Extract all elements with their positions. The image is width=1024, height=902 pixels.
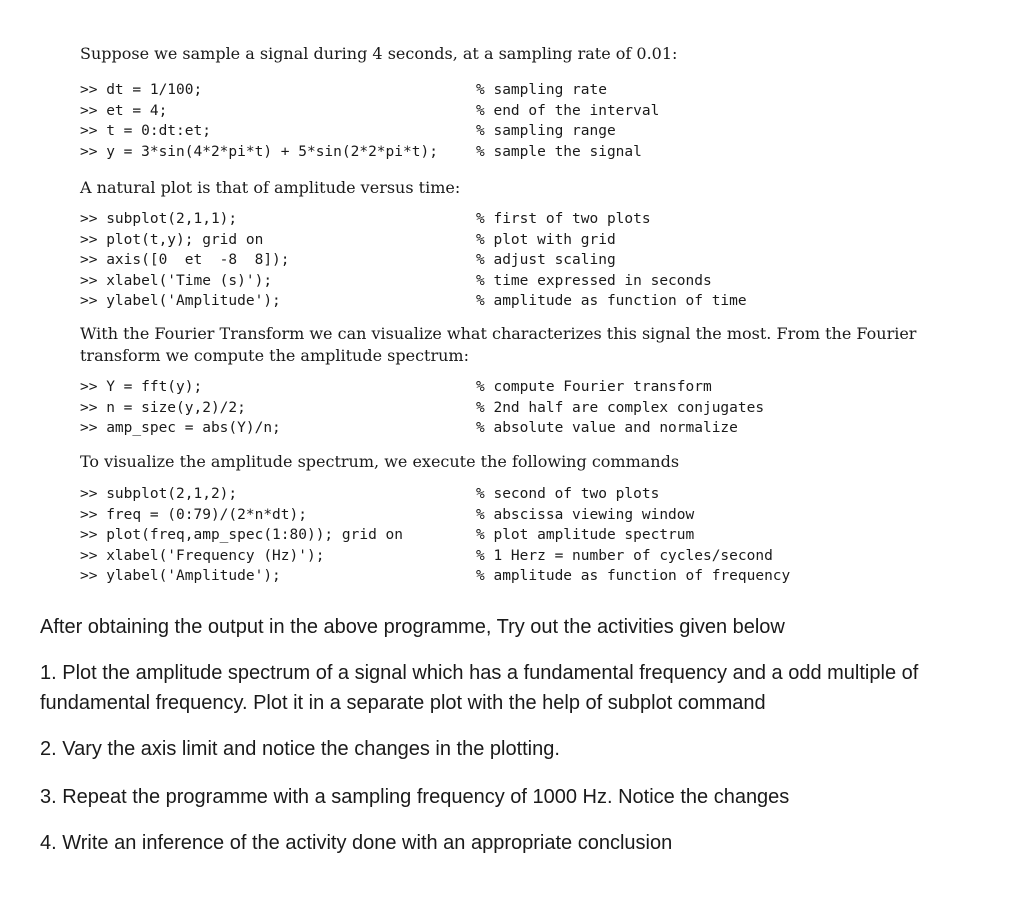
activity-item-2: 2. Vary the axis limit and notice the changes in the plotting. (40, 738, 560, 760)
intro-paragraph: Suppose we sample a signal during 4 seconds, at a sampling rate of 0.01: (80, 44, 678, 63)
code-command: >> ylabel('Amplitude'); (80, 293, 281, 309)
code-line (80, 80, 840, 101)
code-command: >> plot(freq,amp_spec(1:80)); grid on (80, 527, 404, 543)
code-command: >> amp_spec = abs(Y)/n; (80, 420, 281, 436)
code-command: >> freq = (0:79)/(2*n*dt); (80, 506, 307, 523)
code-comment: % amplitude as function of time (476, 293, 747, 309)
code-command: >> axis([0 et -8 8]); (80, 252, 290, 268)
code-command: >> plot(t,y); grid on (80, 231, 264, 248)
code-comment: % 1 Herz = number of cycles/second (476, 547, 773, 564)
activities-intro: After obtaining the output in the above programme, Try out the activities given below (40, 616, 785, 638)
plot-intro-paragraph: A natural plot is that of amplitude versus time: (80, 178, 461, 197)
code-line (80, 484, 840, 505)
activity-item-3: 3. Repeat the programme with a sampling frequency of 1000 Hz. Notice the changes (40, 786, 790, 808)
code-line (80, 398, 840, 419)
code-comment: % 2nd half are complex conjugates (476, 399, 765, 416)
code-command: >> xlabel('Frequency (Hz)'); (80, 547, 325, 564)
code-line (80, 546, 840, 567)
code-line (80, 418, 840, 439)
activity-item-4: 4. Write an inference of the activity done with an appropriate conclusion (40, 832, 673, 854)
code-comment: % plot with grid (476, 231, 616, 248)
code-block-2 (80, 209, 840, 312)
code-line (80, 566, 840, 587)
code-line (80, 525, 840, 546)
code-comment: % time expressed in seconds (476, 272, 712, 289)
code-comment: % second of two plots (476, 486, 660, 502)
code-comment: % first of two plots (476, 211, 651, 227)
code-comment: % plot amplitude spectrum (476, 527, 695, 543)
code-command: >> n = size(y,2)/2; (80, 399, 246, 416)
code-line (80, 505, 840, 526)
code-command: >> dt = 1/100; (80, 82, 203, 98)
code-comment: % adjust scaling (476, 252, 616, 268)
code-command: >> y = 3*sin(4*2*pi*t) + 5*sin(2*2*pi*t); (80, 143, 438, 160)
code-command: >> ylabel('Amplitude'); (80, 568, 281, 584)
code-comment: % absolute value and normalize (476, 420, 738, 436)
code-comment: % sampling rate (476, 82, 607, 98)
spectrum-paragraph: To visualize the amplitude spectrum, we execute the following commands (80, 452, 680, 471)
code-block-1 (80, 80, 840, 162)
code-command: >> Y = fft(y); (80, 379, 203, 395)
activity-item-1: 1. Plot the amplitude spectrum of a signal which has a fundamental frequency and a odd multiple of fundamental frequency. Plot it in a separate plot with the help of subplot command (40, 662, 919, 714)
code-line (80, 291, 840, 312)
code-comment: % end of the interval (476, 102, 660, 119)
code-command: >> subplot(2,1,2); (80, 486, 238, 502)
code-line (80, 101, 840, 122)
fourier-paragraph: With the Fourier Transform we can visualize what characterizes this signal the most. From the Fourier transform we compute the amplitude spectrum: (80, 324, 917, 365)
code-line (80, 121, 840, 142)
code-line (80, 271, 840, 292)
code-command: >> xlabel('Time (s)'); (80, 272, 273, 289)
code-line (80, 142, 840, 163)
code-comment: % amplitude as function of frequency (476, 568, 791, 584)
code-comment: % compute Fourier transform (476, 379, 712, 395)
code-command: >> subplot(2,1,1); (80, 211, 238, 227)
code-line (80, 377, 840, 398)
code-comment: % sample the signal (476, 143, 642, 160)
code-comment: % sampling range (476, 123, 616, 139)
code-command: >> t = 0:dt:et; (80, 123, 211, 139)
code-line (80, 230, 840, 251)
code-command: >> et = 4; (80, 102, 168, 119)
code-line (80, 209, 840, 230)
code-line (80, 250, 840, 271)
code-block-3 (80, 377, 840, 439)
code-comment: % abscissa viewing window (476, 506, 695, 523)
code-block-4 (80, 484, 840, 587)
